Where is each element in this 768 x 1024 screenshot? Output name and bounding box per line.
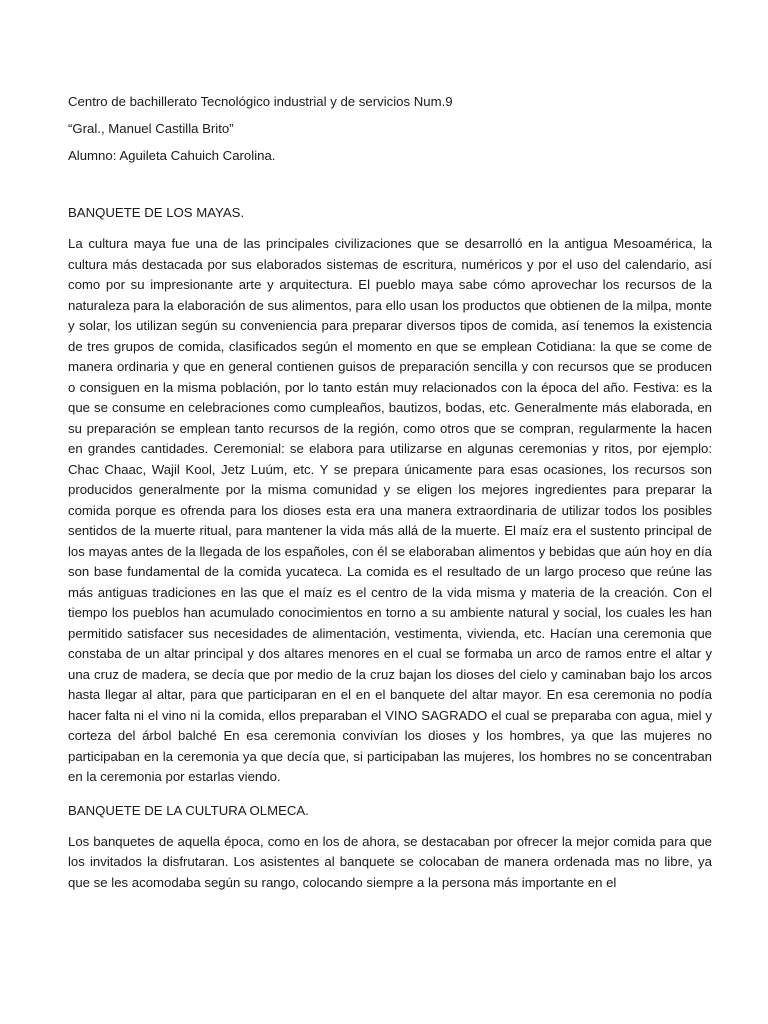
- paragraph-olmeca: Los banquetes de aquella época, como en los de ahora, se destacaban por ofrecer la mejor comida para que los invitados la disfrutaran. Los asistentes al banquete se colocaban de manera ordenada mas no libre, ya que se les acomodaba según su rango, colocando siempre a la persona más importante en el: [68, 833, 712, 890]
- school-name: Centro de bachillerato Tecnológico industrial y de servicios Num.9: [68, 94, 453, 109]
- student-name: Alumno: Aguileta Cahuich Carolina.: [68, 148, 276, 163]
- paragraph-mayas: La cultura maya fue una de las principales civilizaciones que se desarrolló en la antigua Mesoamérica, la cultura más destacada por sus elaborados sistemas de escritura, numéricos y por el uso del calendario, así como por su impresionante arte y arquitectura. El pueblo maya sabe cómo aprovechar los recursos de la naturaleza para la elaboración de sus alimentos, para ello usan los productos que obtienen de la milpa, monte y solar, los utilizan según su conveniencia para preparar diversos tipos de comida, así tenemos la existencia de tres grupos de comida, clasificados según el momento en que se emplean Cotidiana: la que se come de manera ordinaria y que en general contienen guisos de preparación sencilla y con recursos que se producen o consiguen en la misma población, por lo tanto están muy relacionados con la época del año. Festiva: es la que se consume en celebraciones como cumpleaños, bautizos, bodas, etc. Generalmente más elaborada, en su preparación se emplean tanto recursos de la región, como otros que se compran, regularmente la hacen en grandes cantidades. Ceremonial: se elabora para utilizarse en algunas ceremonias y ritos, por ejemplo: Chac Chaac, Wajil Kool, Jetz Luúm, etc. Y se prepara únicamente para esas ocasiones, los recursos son producidos generalmente por la misma comunidad y se eligen los mejores ingredientes para preparar la comida porque es ofrenda para los dioses esta era una manera extraordinaria de utilizar todos los posibles sentidos de la muerte ritual, para mantener la vida más allá de la muerte. El maíz era el sustento principal de los mayas antes de la llegada de los españoles, con él se elaboraban alimentos y bebidas que aún hoy en día son base fundamental de la comida yucateca. La comida es el resultado de un largo proceso que reúne las más antiguas tradiciones en las que el maíz es el centro de la vida misma y materia de la creación. Con el tiempo los pueblos han acumulado conocimientos en torno a su ambiente natural y social, los cuales les han permitido satisfacer sus necesidades de alimentación, vestimenta, vivienda, etc. Hacían una ceremonia que constaba de un altar principal y dos altares menores en el cual se formaba un arco de ramos entre el altar y una cruz de madera, se decía que por medio de la cruz bajan los dioses del cielo y caminaban bajo los arcos hasta llegar al altar, para que participaran en el en el banquete del altar mayor. En esa ceremonia no podía hacer falta ni el vino ni la comida, ellos preparaban el VINO SAGRADO el cual se preparaba con agua, miel y corteza del árbol balché En esa ceremonia convivían los dioses y los hombres, ya que las mujeres no participaban en la ceremonia ya que decía que, si participaban las mujeres, los hombres no se concentraban en la ceremonia por estarlas viendo.: [68, 236, 712, 784]
- school-honoree: “Gral., Manuel Castilla Brito”: [68, 121, 234, 136]
- section-title-mayas: BANQUETE DE LOS MAYAS.: [68, 205, 245, 220]
- section-title-olmeca: BANQUETE DE LA CULTURA OLMECA.: [68, 802, 309, 818]
